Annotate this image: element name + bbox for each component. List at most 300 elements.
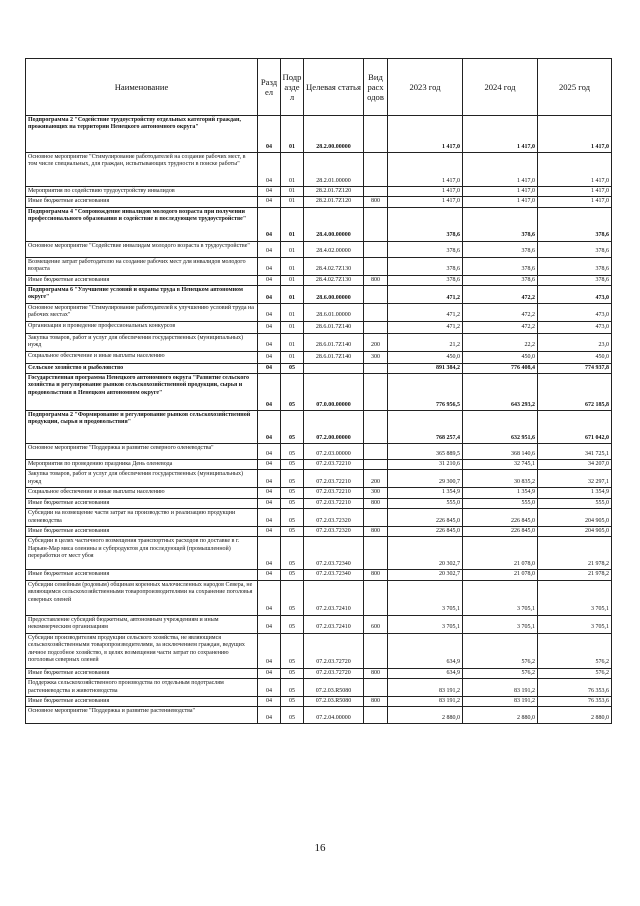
row-expense-type (364, 411, 388, 444)
row-value-2024: 378,6 (463, 275, 538, 285)
row-value-2025: 1 417,0 (538, 116, 612, 153)
row-target: 07.2.03.R5080 (304, 679, 364, 697)
row-value-2024: 226 845,0 (463, 509, 538, 527)
row-value-2024: 1 354,9 (463, 488, 538, 498)
table-row (26, 633, 612, 668)
row-name: Основное мероприятие "Содействие инвалидам молодого возраста в трудоустройстве" (26, 241, 258, 257)
row-expense-type: 800 (364, 570, 388, 580)
row-value-2023: 1 417,0 (388, 116, 463, 153)
row-section: 04 (258, 633, 281, 668)
row-value-2023: 31 210,6 (388, 460, 463, 470)
row-value-2024: 21 078,0 (463, 537, 538, 570)
row-value-2025: 473,0 (538, 304, 612, 322)
row-name: Возмещение затрат работодателю на создание рабочих мест для инвалидов молодого возраста (26, 257, 258, 275)
row-value-2025: 450,0 (538, 351, 612, 363)
row-value-2024: 83 191,2 (463, 696, 538, 706)
row-name: Государственная программа Ненецкого автономного округа "Развитие сельского хозяйства и регулирование рынков сельскохозяйственной продукции, сырья и продовольствия в Ненецком автономном округе" (26, 374, 258, 411)
row-value-2023: 378,6 (388, 275, 463, 285)
row-target: 07.2.03.00000 (304, 444, 364, 460)
row-target: 28.4.00.00000 (304, 207, 364, 241)
row-name: Сельское хозяйство и рыболовство (26, 363, 258, 373)
row-subsection: 01 (281, 275, 304, 285)
page-number: 16 (314, 842, 326, 854)
row-expense-type (364, 580, 388, 615)
table-row (26, 351, 612, 363)
row-value-2025: 378,6 (538, 207, 612, 241)
row-name: Мероприятия по содействию трудоустройству инвалидов (26, 187, 258, 197)
row-name: Иные бюджетные ассигнования (26, 526, 258, 536)
row-value-2024: 3 705,1 (463, 615, 538, 633)
table-row (26, 498, 612, 508)
row-value-2024: 378,6 (463, 241, 538, 257)
row-section: 04 (258, 444, 281, 460)
row-target: 07.2.03.72320 (304, 509, 364, 527)
row-expense-type (364, 286, 388, 304)
row-section: 04 (258, 286, 281, 304)
row-name: Основное мероприятие "Стимулирование работодателей к улучшению условий труда на рабочих местах" (26, 304, 258, 322)
row-target: 07.0.00.00000 (304, 374, 364, 411)
row-value-2023: 1 417,0 (388, 187, 463, 197)
row-value-2023: 1 417,0 (388, 153, 463, 187)
row-value-2023: 2 880,0 (388, 707, 463, 724)
table-row (26, 187, 612, 197)
table-row (26, 257, 612, 275)
row-section: 04 (258, 321, 281, 333)
row-value-2025: 378,6 (538, 257, 612, 275)
table-row (26, 321, 612, 333)
row-name: Субсидии производителям продукции сельского хозяйства, не являющимся сельскохозяйственными товаропроизводителями, за исключением граждан, ведущих личное подсобное хозяйство, в целях возмещения части затрат по сохранению поголовья северных оленей (26, 633, 258, 668)
row-subsection: 01 (281, 187, 304, 197)
row-expense-type (364, 509, 388, 527)
row-section: 04 (258, 241, 281, 257)
row-target (304, 363, 364, 373)
row-value-2024: 555,0 (463, 498, 538, 508)
row-value-2025: 576,2 (538, 668, 612, 678)
row-section: 04 (258, 679, 281, 697)
row-subsection: 05 (281, 444, 304, 460)
row-value-2023: 450,0 (388, 351, 463, 363)
row-name: Основное мероприятие "Стимулирование работодателей на создание рабочих мест, в том числе специальных, для граждан, испытывающих трудности в поиске работы" (26, 153, 258, 187)
row-section: 04 (258, 363, 281, 373)
row-section: 04 (258, 580, 281, 615)
row-value-2023: 83 191,2 (388, 679, 463, 697)
row-value-2024: 1 417,0 (463, 187, 538, 197)
row-value-2024: 1 417,0 (463, 116, 538, 153)
row-value-2024: 576,2 (463, 668, 538, 678)
row-target: 07.2.03.72210 (304, 460, 364, 470)
row-expense-type (364, 153, 388, 187)
row-value-2025: 378,6 (538, 241, 612, 257)
row-value-2025: 672 185,8 (538, 374, 612, 411)
row-value-2023: 378,6 (388, 257, 463, 275)
table-row (26, 286, 612, 304)
table-row (26, 509, 612, 527)
row-expense-type (364, 257, 388, 275)
row-expense-type (364, 116, 388, 153)
row-value-2024: 22,2 (463, 333, 538, 351)
row-target: 28.2.01.7Z120 (304, 187, 364, 197)
col-2023-header: 2023 год (388, 59, 463, 116)
row-subsection: 05 (281, 498, 304, 508)
row-expense-type: 800 (364, 526, 388, 536)
table-row (26, 707, 612, 724)
row-name: Субсидии на возмещение части затрат на производство и реализацию продукции оленеводства (26, 509, 258, 527)
row-name: Иные бюджетные ассигнования (26, 275, 258, 285)
row-name: Подпрограмма 2 "Формирование и регулирование рынков сельскохозяйственной продукции, сырья и продовольствия" (26, 411, 258, 444)
row-value-2023: 471,2 (388, 304, 463, 322)
row-value-2025: 21 978,2 (538, 537, 612, 570)
table-row (26, 363, 612, 373)
table-row (26, 615, 612, 633)
row-target: 28.6.01.7Z140 (304, 351, 364, 363)
row-name: Подпрограмма 2 "Содействие трудоустройству отдельных категорий граждан, проживающих на территории Ненецкого автономного округа" (26, 116, 258, 153)
row-value-2023: 1 417,0 (388, 197, 463, 207)
row-section: 04 (258, 470, 281, 488)
row-expense-type: 300 (364, 351, 388, 363)
row-expense-type: 800 (364, 668, 388, 678)
row-value-2025: 341 725,1 (538, 444, 612, 460)
col-subsection-header: Подр азде л (281, 59, 304, 116)
row-value-2025: 378,6 (538, 275, 612, 285)
row-value-2024: 83 191,2 (463, 679, 538, 697)
table-row (26, 470, 612, 488)
row-expense-type (364, 363, 388, 373)
row-value-2023: 378,6 (388, 241, 463, 257)
row-target: 07.2.03.72210 (304, 488, 364, 498)
row-expense-type (364, 187, 388, 197)
row-target: 28.2.01.00000 (304, 153, 364, 187)
table-row (26, 488, 612, 498)
row-name: Иные бюджетные ассигнования (26, 570, 258, 580)
row-subsection: 01 (281, 241, 304, 257)
row-name: Основное мероприятие "Поддержка и развитие растениеводства" (26, 707, 258, 724)
table-row (26, 304, 612, 322)
row-value-2025: 204 905,0 (538, 526, 612, 536)
row-target: 07.2.03.72410 (304, 580, 364, 615)
row-section: 04 (258, 509, 281, 527)
row-value-2023: 768 257,4 (388, 411, 463, 444)
row-target: 07.2.03.72320 (304, 526, 364, 536)
row-name: Мероприятия по проведению праздника День оленевода (26, 460, 258, 470)
row-subsection: 01 (281, 153, 304, 187)
row-value-2024: 472,2 (463, 286, 538, 304)
row-subsection: 05 (281, 668, 304, 678)
row-expense-type (364, 241, 388, 257)
row-subsection: 05 (281, 526, 304, 536)
table-header-row (26, 59, 612, 116)
row-section: 04 (258, 460, 281, 470)
row-subsection: 05 (281, 679, 304, 697)
row-value-2024: 226 845,0 (463, 526, 538, 536)
row-value-2025: 1 417,0 (538, 153, 612, 187)
row-expense-type (364, 207, 388, 241)
col-expense-type-header: Вид расх одов (364, 59, 388, 116)
row-value-2025: 76 353,6 (538, 696, 612, 706)
row-subsection: 05 (281, 509, 304, 527)
row-expense-type: 600 (364, 615, 388, 633)
table-row (26, 679, 612, 697)
row-value-2025: 21 978,2 (538, 570, 612, 580)
table-row (26, 668, 612, 678)
row-value-2023: 21,2 (388, 333, 463, 351)
row-expense-type: 800 (364, 197, 388, 207)
row-name: Социальное обеспечение и иные выплаты населению (26, 351, 258, 363)
row-value-2024: 643 293,2 (463, 374, 538, 411)
row-section: 04 (258, 257, 281, 275)
row-target: 07.2.03.72210 (304, 498, 364, 508)
row-target: 28.4.02.7Z130 (304, 257, 364, 275)
row-target: 07.2.03.72210 (304, 470, 364, 488)
row-section: 04 (258, 570, 281, 580)
row-section: 04 (258, 498, 281, 508)
table-row (26, 333, 612, 351)
row-value-2025: 576,2 (538, 633, 612, 668)
table-row (26, 411, 612, 444)
col-2025-header: 2025 год (538, 59, 612, 116)
row-value-2025: 34 207,0 (538, 460, 612, 470)
row-value-2023: 634,9 (388, 633, 463, 668)
row-section: 04 (258, 187, 281, 197)
row-section: 04 (258, 351, 281, 363)
row-section: 04 (258, 333, 281, 351)
row-value-2025: 774 937,8 (538, 363, 612, 373)
row-value-2024: 632 951,6 (463, 411, 538, 444)
row-expense-type: 200 (364, 470, 388, 488)
row-target: 28.2.00.00000 (304, 116, 364, 153)
row-value-2025: 1 354,9 (538, 488, 612, 498)
row-value-2025: 555,0 (538, 498, 612, 508)
row-target: 28.6.01.7Z140 (304, 321, 364, 333)
row-name: Подпрограмма 4 "Сопровождение инвалидов молодого возраста при получении профессионального образования и содействие в последующем трудоустройстве" (26, 207, 258, 241)
row-subsection: 05 (281, 580, 304, 615)
row-expense-type (364, 679, 388, 697)
row-target: 28.6.01.7Z140 (304, 333, 364, 351)
row-section: 04 (258, 707, 281, 724)
row-section: 04 (258, 537, 281, 570)
table-row (26, 197, 612, 207)
row-expense-type (364, 633, 388, 668)
row-section: 04 (258, 116, 281, 153)
row-subsection: 01 (281, 321, 304, 333)
row-expense-type (364, 444, 388, 460)
row-expense-type: 300 (364, 488, 388, 498)
row-section: 04 (258, 197, 281, 207)
row-expense-type (364, 304, 388, 322)
row-name: Предоставление субсидий бюджетным, автономным учреждениям и иным некоммерческим организациям (26, 615, 258, 633)
row-subsection: 05 (281, 460, 304, 470)
row-target: 07.2.03.R5080 (304, 696, 364, 706)
col-target-header: Целевая статья (304, 59, 364, 116)
table-row (26, 116, 612, 153)
table-row (26, 241, 612, 257)
row-subsection: 05 (281, 363, 304, 373)
row-value-2023: 378,6 (388, 207, 463, 241)
row-expense-type (364, 321, 388, 333)
row-section: 04 (258, 304, 281, 322)
row-subsection: 05 (281, 696, 304, 706)
row-subsection: 05 (281, 615, 304, 633)
row-subsection: 05 (281, 633, 304, 668)
row-subsection: 01 (281, 207, 304, 241)
row-expense-type: 800 (364, 275, 388, 285)
row-value-2023: 20 302,7 (388, 570, 463, 580)
row-value-2024: 21 078,0 (463, 570, 538, 580)
row-name: Субсидии семейным (родовым) общинам коренных малочисленных народов Севера, не являющимся сельскохозяйственными товаропроизводителями на сохранение поголовья северных оленей (26, 580, 258, 615)
row-section: 04 (258, 411, 281, 444)
table-row (26, 153, 612, 187)
row-expense-type (364, 537, 388, 570)
row-section: 04 (258, 488, 281, 498)
table-row (26, 537, 612, 570)
row-subsection: 05 (281, 570, 304, 580)
row-target: 28.4.02.7Z130 (304, 275, 364, 285)
budget-table-wrapper (25, 58, 611, 724)
table-row (26, 374, 612, 411)
row-subsection: 01 (281, 333, 304, 351)
row-value-2024: 1 417,0 (463, 197, 538, 207)
row-section: 04 (258, 374, 281, 411)
row-expense-type: 200 (364, 333, 388, 351)
row-value-2024: 472,2 (463, 321, 538, 333)
row-value-2025: 473,0 (538, 321, 612, 333)
row-expense-type (364, 460, 388, 470)
row-section: 04 (258, 526, 281, 536)
row-value-2024: 450,0 (463, 351, 538, 363)
row-value-2024: 776 408,4 (463, 363, 538, 373)
row-name: Иные бюджетные ассигнования (26, 498, 258, 508)
col-2024-header: 2024 год (463, 59, 538, 116)
budget-table (25, 58, 612, 724)
row-value-2025: 1 417,0 (538, 187, 612, 197)
row-value-2023: 471,2 (388, 286, 463, 304)
row-value-2023: 891 384,2 (388, 363, 463, 373)
table-row (26, 580, 612, 615)
row-value-2023: 776 956,5 (388, 374, 463, 411)
row-name: Иные бюджетные ассигнования (26, 696, 258, 706)
row-section: 04 (258, 153, 281, 187)
row-value-2025: 3 705,1 (538, 615, 612, 633)
col-name-header: Наименование (26, 59, 258, 116)
row-name: Закупка товаров, работ и услуг для обеспечения государственных (муниципальных) нужд (26, 333, 258, 351)
row-name: Подпрограмма 6 "Улучшение условий и охраны труда в Ненецком автономном округе" (26, 286, 258, 304)
row-value-2023: 83 191,2 (388, 696, 463, 706)
row-target: 07.2.03.72410 (304, 615, 364, 633)
row-name: Иные бюджетные ассигнования (26, 197, 258, 207)
row-target: 07.2.03.72720 (304, 668, 364, 678)
row-value-2023: 20 302,7 (388, 537, 463, 570)
row-section: 04 (258, 275, 281, 285)
table-body (26, 116, 612, 724)
row-value-2025: 473,0 (538, 286, 612, 304)
row-subsection: 01 (281, 257, 304, 275)
row-value-2024: 32 745,1 (463, 460, 538, 470)
row-name: Социальное обеспечение и иные выплаты населению (26, 488, 258, 498)
row-subsection: 01 (281, 197, 304, 207)
table-row (26, 526, 612, 536)
row-value-2024: 2 880,0 (463, 707, 538, 724)
row-subsection: 01 (281, 116, 304, 153)
row-value-2024: 3 705,1 (463, 580, 538, 615)
row-value-2025: 23,0 (538, 333, 612, 351)
table-row (26, 207, 612, 241)
table-row (26, 570, 612, 580)
row-value-2024: 576,2 (463, 633, 538, 668)
row-section: 04 (258, 615, 281, 633)
row-value-2023: 29 300,7 (388, 470, 463, 488)
row-subsection: 05 (281, 470, 304, 488)
row-value-2024: 368 140,6 (463, 444, 538, 460)
row-target: 28.4.02.00000 (304, 241, 364, 257)
row-target: 28.6.01.00000 (304, 304, 364, 322)
row-subsection: 05 (281, 488, 304, 498)
row-value-2023: 365 889,5 (388, 444, 463, 460)
row-value-2024: 472,2 (463, 304, 538, 322)
row-value-2025: 671 042,0 (538, 411, 612, 444)
row-subsection: 01 (281, 304, 304, 322)
row-expense-type: 800 (364, 696, 388, 706)
row-subsection: 05 (281, 707, 304, 724)
row-target: 07.2.00.00000 (304, 411, 364, 444)
row-expense-type (364, 707, 388, 724)
row-subsection: 05 (281, 374, 304, 411)
row-value-2023: 226 845,0 (388, 509, 463, 527)
row-value-2024: 30 835,2 (463, 470, 538, 488)
row-target: 07.2.03.72720 (304, 633, 364, 668)
row-subsection: 01 (281, 351, 304, 363)
row-name: Закупка товаров, работ и услуг для обеспечения государственных (муниципальных) нужд (26, 470, 258, 488)
row-value-2025: 2 880,0 (538, 707, 612, 724)
row-target: 07.2.04.00000 (304, 707, 364, 724)
row-subsection: 05 (281, 411, 304, 444)
row-target: 28.6.00.00000 (304, 286, 364, 304)
row-target: 07.2.03.72340 (304, 570, 364, 580)
row-value-2023: 226 845,0 (388, 526, 463, 536)
row-target: 07.2.03.72340 (304, 537, 364, 570)
row-value-2023: 3 705,1 (388, 580, 463, 615)
row-value-2023: 471,2 (388, 321, 463, 333)
row-value-2024: 378,6 (463, 257, 538, 275)
row-value-2025: 3 705,1 (538, 580, 612, 615)
row-target: 28.2.01.7Z120 (304, 197, 364, 207)
row-value-2023: 1 354,9 (388, 488, 463, 498)
row-value-2025: 1 417,0 (538, 197, 612, 207)
row-value-2025: 204 905,0 (538, 509, 612, 527)
row-section: 04 (258, 668, 281, 678)
row-expense-type: 800 (364, 498, 388, 508)
table-row (26, 460, 612, 470)
row-name: Иные бюджетные ассигнования (26, 668, 258, 678)
row-section: 04 (258, 696, 281, 706)
row-name: Основное мероприятие "Поддержка и развитие северного оленеводства" (26, 444, 258, 460)
row-value-2025: 76 353,6 (538, 679, 612, 697)
row-value-2024: 1 417,0 (463, 153, 538, 187)
row-name: Организация и проведение профессиональных конкурсов (26, 321, 258, 333)
row-value-2024: 378,6 (463, 207, 538, 241)
row-subsection: 05 (281, 537, 304, 570)
table-row (26, 275, 612, 285)
table-row (26, 444, 612, 460)
row-name: Поддержка сельскохозяйственного производства по отдельным подотраслям растениеводства и животноводства (26, 679, 258, 697)
table-row (26, 696, 612, 706)
row-name: Субсидии в целях частичного возмещения транспортных расходов по доставке в г. Нарьян-Мар мяса оленины и субпродуктов для последующей (промышленной) переработки от мест убоя (26, 537, 258, 570)
row-value-2023: 555,0 (388, 498, 463, 508)
row-subsection: 01 (281, 286, 304, 304)
row-section: 04 (258, 207, 281, 241)
col-section-header: Разд ел (258, 59, 281, 116)
row-value-2025: 32 297,1 (538, 470, 612, 488)
row-value-2023: 634,9 (388, 668, 463, 678)
row-value-2023: 3 705,1 (388, 615, 463, 633)
